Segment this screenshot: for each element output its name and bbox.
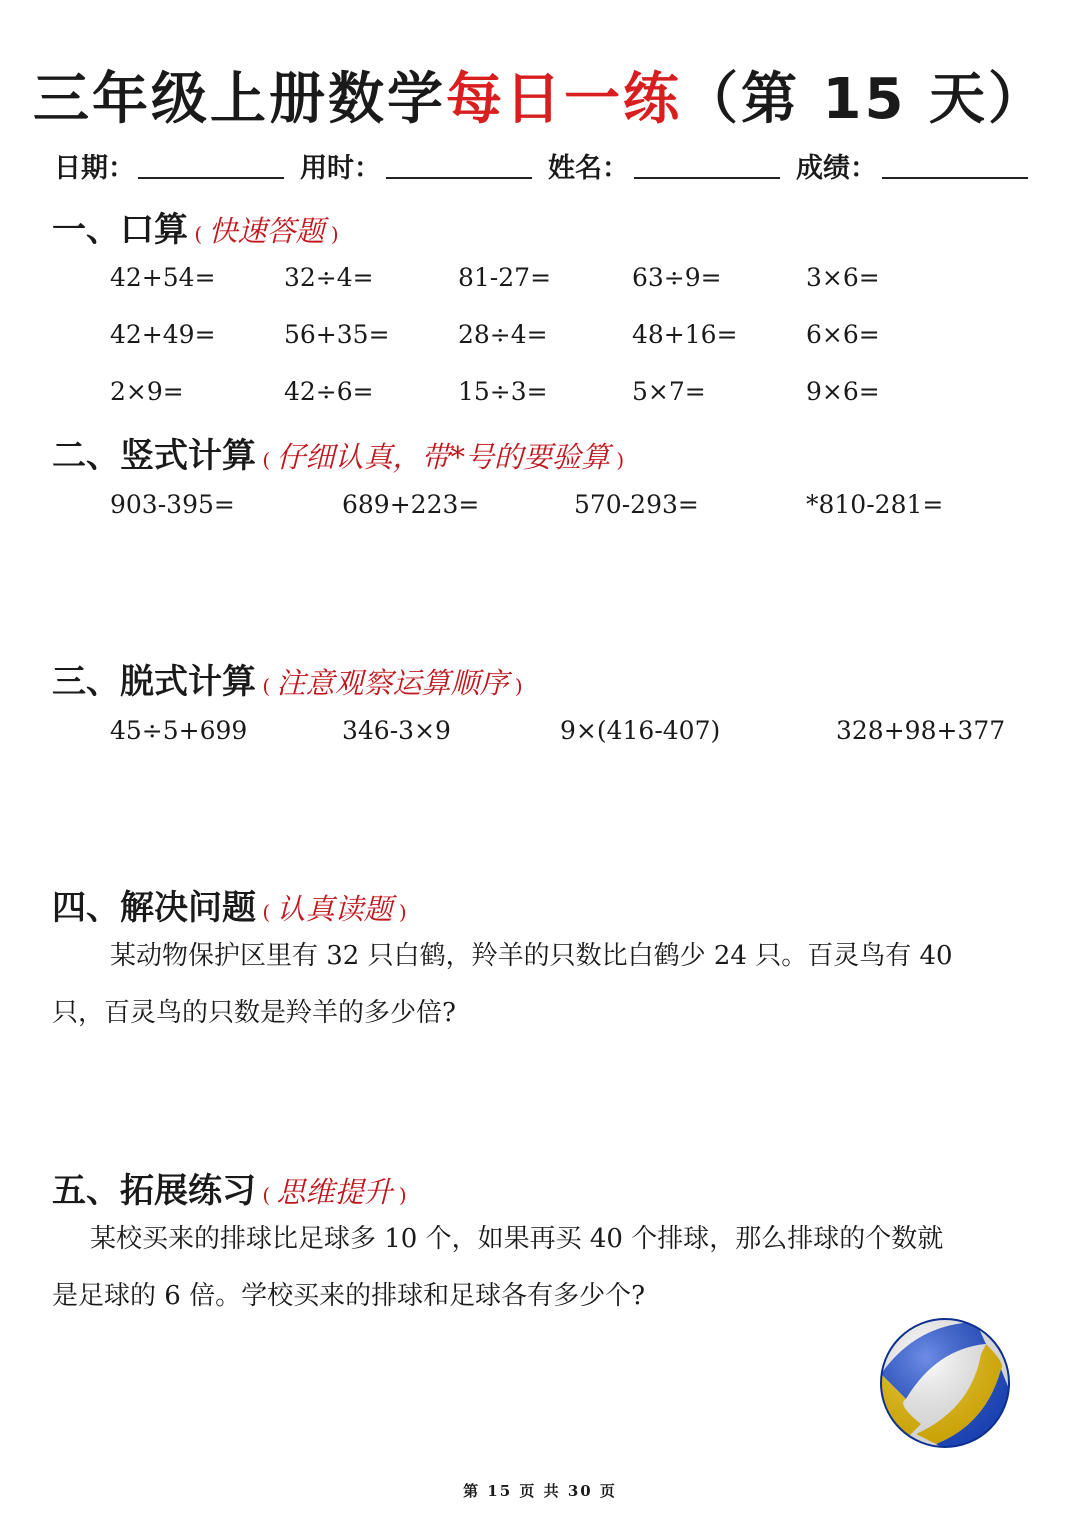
date-label: 日期： bbox=[54, 153, 135, 184]
title-day: （第 15 天） bbox=[682, 67, 1047, 132]
vertical-problem: 570-293= bbox=[574, 490, 699, 519]
section-extension-title: 五、拓展练习 bbox=[52, 1171, 256, 1211]
oral-problem: 9×6= bbox=[806, 377, 880, 406]
page-title bbox=[0, 55, 1080, 135]
date-blank[interactable] bbox=[138, 177, 284, 179]
title-highlight: 每日一练 bbox=[446, 67, 683, 132]
section-oral-heading: 一、口算 ( 快速答题 ) bbox=[52, 210, 339, 250]
section-oral-title: 一、口算 bbox=[52, 210, 188, 250]
stepwise-problem: 9×(416-407) bbox=[560, 716, 721, 745]
oral-problem: 63÷9= bbox=[632, 263, 722, 292]
extension-problem-line: 是足球的 6 倍。学校买来的排球和足球各有多少个? bbox=[52, 1281, 646, 1311]
vertical-problem: 689+223= bbox=[342, 490, 480, 519]
section-vertical-title: 二、竖式计算 bbox=[52, 436, 256, 476]
stepwise-problem: 45÷5+699 bbox=[110, 716, 248, 745]
vertical-problem: *810-281= bbox=[806, 490, 944, 519]
oral-problem: 15÷3= bbox=[458, 377, 548, 406]
oral-problem: 42÷6= bbox=[284, 377, 374, 406]
section-problem-title: 四、解决问题 bbox=[52, 888, 256, 928]
score-label: 成绩： bbox=[796, 153, 877, 184]
title-main: 三年级上册数学 bbox=[33, 67, 447, 132]
time-blank[interactable] bbox=[386, 177, 532, 179]
name-label: 姓名： bbox=[548, 153, 629, 184]
oral-problem: 3×6= bbox=[806, 263, 880, 292]
section-stepwise-heading: 三、脱式计算 ( 注意观察运算顺序 ) bbox=[52, 662, 523, 702]
oral-problem: 2×9= bbox=[110, 377, 184, 406]
oral-problem: 42+49= bbox=[110, 320, 216, 349]
oral-problem: 28÷4= bbox=[458, 320, 548, 349]
section-extension-heading: 五、拓展练习 ( 思维提升 ) bbox=[52, 1171, 407, 1211]
oral-problem: 81-27= bbox=[458, 263, 552, 292]
section-problem-hint: 认真读题 bbox=[276, 892, 393, 926]
oral-problem: 6×6= bbox=[806, 320, 880, 349]
extension-problem-line: 某校买来的排球比足球多 10 个，如果再买 40 个排球，那么排球的个数就 bbox=[90, 1224, 944, 1254]
page-number: 第 15 页 共 30 页 bbox=[463, 1482, 617, 1500]
stepwise-problem: 328+98+377 bbox=[836, 716, 1006, 745]
oral-problem: 42+54= bbox=[110, 263, 216, 292]
section-stepwise-hint: 注意观察运算顺序 bbox=[276, 666, 509, 700]
time-label: 用时： bbox=[300, 153, 381, 184]
section-extension-hint: 思维提升 bbox=[276, 1175, 393, 1209]
word-problem-line: 只，百灵鸟的只数是羚羊的多少倍? bbox=[52, 998, 456, 1028]
oral-problem: 56+35= bbox=[284, 320, 390, 349]
score-blank[interactable] bbox=[882, 177, 1028, 179]
section-vertical-heading: 二、竖式计算 ( 仔细认真，带*号的要验算 ) bbox=[52, 436, 625, 476]
oral-problem: 48+16= bbox=[632, 320, 738, 349]
volleyball-icon bbox=[876, 1314, 1014, 1452]
word-problem-line: 某动物保护区里有 32 只白鹤，羚羊的只数比白鹤少 24 只。百灵鸟有 40 bbox=[110, 941, 953, 971]
oral-problem: 5×7= bbox=[632, 377, 706, 406]
section-vertical-hint: 仔细认真，带*号的要验算 bbox=[276, 440, 611, 474]
stepwise-problem: 346-3×9 bbox=[342, 716, 451, 745]
name-blank[interactable] bbox=[634, 177, 780, 179]
section-oral-hint: 快速答题 bbox=[208, 214, 325, 248]
vertical-problem: 903-395= bbox=[110, 490, 235, 519]
section-stepwise-title: 三、脱式计算 bbox=[52, 662, 256, 702]
section-problem-heading: 四、解决问题 ( 认真读题 ) bbox=[52, 888, 407, 928]
oral-problem: 32÷4= bbox=[284, 263, 374, 292]
